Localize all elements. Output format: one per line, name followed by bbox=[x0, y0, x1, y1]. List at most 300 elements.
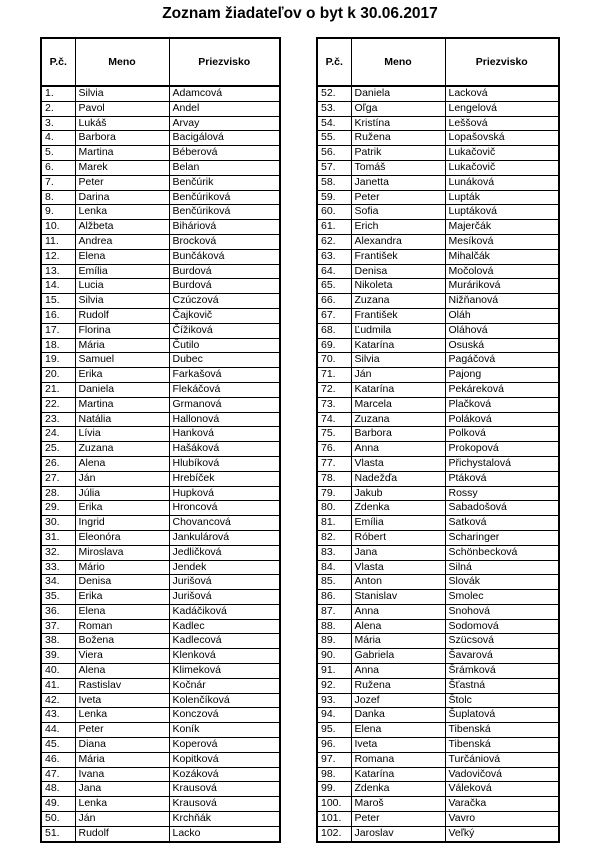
last-name-cell: Šuplatová bbox=[445, 708, 559, 723]
table-row bbox=[41, 338, 280, 353]
row-number: 40. bbox=[41, 664, 75, 679]
table-row bbox=[317, 767, 559, 782]
row-number: 26. bbox=[41, 456, 75, 471]
row-number: 58. bbox=[317, 175, 351, 190]
first-name-cell: Marek bbox=[75, 160, 169, 175]
column-header-number: P.č. bbox=[317, 38, 351, 86]
first-name-cell: Miroslava bbox=[75, 545, 169, 560]
row-number: 102. bbox=[317, 826, 351, 841]
table-row bbox=[41, 826, 280, 841]
table-row bbox=[41, 649, 280, 664]
row-number: 79. bbox=[317, 486, 351, 501]
row-number: 18. bbox=[41, 338, 75, 353]
table-row bbox=[317, 456, 559, 471]
table-row bbox=[41, 486, 280, 501]
last-name-cell: Varačka bbox=[445, 797, 559, 812]
first-name-cell: Róbert bbox=[351, 530, 445, 545]
first-name-cell: Diana bbox=[75, 738, 169, 753]
row-number: 75. bbox=[317, 427, 351, 442]
table-row bbox=[41, 323, 280, 338]
last-name-cell: Vadovičová bbox=[445, 767, 559, 782]
first-name-cell: Zuzana bbox=[351, 294, 445, 309]
last-name-cell: Luptáková bbox=[445, 205, 559, 220]
first-name-cell: Stanislav bbox=[351, 590, 445, 605]
last-name-cell: Mesíková bbox=[445, 234, 559, 249]
first-name-cell: Pavol bbox=[75, 101, 169, 116]
table-row bbox=[41, 456, 280, 471]
table-row bbox=[317, 86, 559, 101]
last-name-cell: Nižňanová bbox=[445, 294, 559, 309]
table-row bbox=[41, 797, 280, 812]
table-row bbox=[317, 220, 559, 235]
row-number: 76. bbox=[317, 442, 351, 457]
column-header-last-name: Priezvisko bbox=[169, 38, 280, 86]
row-number: 55. bbox=[317, 131, 351, 146]
row-number: 48. bbox=[41, 782, 75, 797]
last-name-cell: Lukačovič bbox=[445, 160, 559, 175]
table-row bbox=[317, 353, 559, 368]
last-name-cell: Bunčáková bbox=[169, 249, 280, 264]
table-row bbox=[317, 323, 559, 338]
last-name-cell: Hanková bbox=[169, 427, 280, 442]
first-name-cell: Jakub bbox=[351, 486, 445, 501]
table-row bbox=[41, 664, 280, 679]
row-number: 62. bbox=[317, 234, 351, 249]
last-name-cell: Belan bbox=[169, 160, 280, 175]
first-name-cell: Ján bbox=[351, 368, 445, 383]
row-number: 44. bbox=[41, 723, 75, 738]
table-row bbox=[41, 412, 280, 427]
table-row bbox=[317, 146, 559, 161]
first-name-cell: Peter bbox=[351, 812, 445, 827]
table-row bbox=[41, 516, 280, 531]
last-name-cell: Leššová bbox=[445, 116, 559, 131]
first-name-cell: Silvia bbox=[75, 294, 169, 309]
table-row bbox=[317, 101, 559, 116]
row-number: 28. bbox=[41, 486, 75, 501]
row-number: 81. bbox=[317, 516, 351, 531]
last-name-cell: Flekáčová bbox=[169, 382, 280, 397]
last-name-cell: Kadlec bbox=[169, 619, 280, 634]
first-name-cell: Mário bbox=[75, 560, 169, 575]
first-name-cell: Elena bbox=[75, 604, 169, 619]
row-number: 10. bbox=[41, 220, 75, 235]
first-name-cell: Maroš bbox=[351, 797, 445, 812]
table-row bbox=[41, 738, 280, 753]
first-name-cell: Jozef bbox=[351, 693, 445, 708]
last-name-cell: Močolová bbox=[445, 264, 559, 279]
first-name-cell: Kristína bbox=[351, 116, 445, 131]
table-row bbox=[317, 664, 559, 679]
first-name-cell: Elena bbox=[75, 249, 169, 264]
first-name-cell: Roman bbox=[75, 619, 169, 634]
first-name-cell: Andrea bbox=[75, 234, 169, 249]
table-row bbox=[41, 501, 280, 516]
first-name-cell: Oľga bbox=[351, 101, 445, 116]
page-title: Zoznam žiadateľov o byt k 30.06.2017 bbox=[162, 5, 438, 22]
row-number: 86. bbox=[317, 590, 351, 605]
first-name-cell: Jaroslav bbox=[351, 826, 445, 841]
table-row bbox=[317, 382, 559, 397]
last-name-cell: Szücsová bbox=[445, 634, 559, 649]
last-name-cell: Lukačovič bbox=[445, 146, 559, 161]
row-number: 94. bbox=[317, 708, 351, 723]
table-row bbox=[317, 442, 559, 457]
row-number: 35. bbox=[41, 590, 75, 605]
table-row bbox=[317, 264, 559, 279]
table-row bbox=[317, 234, 559, 249]
column-header-first-name: Meno bbox=[351, 38, 445, 86]
row-number: 24. bbox=[41, 427, 75, 442]
row-number: 49. bbox=[41, 797, 75, 812]
table-row bbox=[41, 234, 280, 249]
row-number: 50. bbox=[41, 812, 75, 827]
first-name-cell: Alžbeta bbox=[75, 220, 169, 235]
table-row bbox=[41, 767, 280, 782]
first-name-cell: Iveta bbox=[351, 738, 445, 753]
last-name-cell: Benčúriková bbox=[169, 205, 280, 220]
last-name-cell: Béberová bbox=[169, 146, 280, 161]
table-row bbox=[317, 131, 559, 146]
last-name-cell: Hallonová bbox=[169, 412, 280, 427]
table-row bbox=[317, 294, 559, 309]
last-name-cell: Tibenská bbox=[445, 723, 559, 738]
table-header-row bbox=[41, 38, 280, 86]
row-number: 30. bbox=[41, 516, 75, 531]
row-number: 8. bbox=[41, 190, 75, 205]
last-name-cell: Farkašová bbox=[169, 368, 280, 383]
first-name-cell: Rudolf bbox=[75, 308, 169, 323]
last-name-cell: Burdová bbox=[169, 264, 280, 279]
table-row bbox=[317, 501, 559, 516]
first-name-cell: Jana bbox=[75, 782, 169, 797]
applicants-table-left bbox=[40, 37, 281, 843]
last-name-cell: Brocková bbox=[169, 234, 280, 249]
table-row bbox=[41, 294, 280, 309]
table-row bbox=[317, 486, 559, 501]
last-name-cell: Hrebíček bbox=[169, 471, 280, 486]
first-name-cell: Katarína bbox=[351, 382, 445, 397]
table-row bbox=[41, 530, 280, 545]
first-name-cell: Peter bbox=[351, 190, 445, 205]
table-body-right bbox=[317, 86, 559, 842]
table-row bbox=[317, 708, 559, 723]
first-name-cell: Natália bbox=[75, 412, 169, 427]
row-number: 64. bbox=[317, 264, 351, 279]
first-name-cell: Marcela bbox=[351, 397, 445, 412]
last-name-cell: Pekáreková bbox=[445, 382, 559, 397]
first-name-cell: Peter bbox=[75, 175, 169, 190]
last-name-cell: Prokopová bbox=[445, 442, 559, 457]
row-number: 68. bbox=[317, 323, 351, 338]
last-name-cell: Klimeková bbox=[169, 664, 280, 679]
first-name-cell: Rastislav bbox=[75, 678, 169, 693]
row-number: 17. bbox=[41, 323, 75, 338]
last-name-cell: Biháriová bbox=[169, 220, 280, 235]
first-name-cell: Florina bbox=[75, 323, 169, 338]
last-name-cell: Jurišová bbox=[169, 575, 280, 590]
table-row bbox=[317, 368, 559, 383]
table-row bbox=[41, 397, 280, 412]
last-name-cell: Hupková bbox=[169, 486, 280, 501]
last-name-cell: Scharinger bbox=[445, 530, 559, 545]
row-number: 54. bbox=[317, 116, 351, 131]
row-number: 38. bbox=[41, 634, 75, 649]
row-number: 93. bbox=[317, 693, 351, 708]
row-number: 45. bbox=[41, 738, 75, 753]
row-number: 88. bbox=[317, 619, 351, 634]
table-row bbox=[317, 619, 559, 634]
first-name-cell: Ľudmila bbox=[351, 323, 445, 338]
table-row bbox=[317, 530, 559, 545]
last-name-cell: Mihalčák bbox=[445, 249, 559, 264]
last-name-cell: Jankulárová bbox=[169, 530, 280, 545]
last-name-cell: Váleková bbox=[445, 782, 559, 797]
first-name-cell: Alena bbox=[351, 619, 445, 634]
last-name-cell: Krausová bbox=[169, 797, 280, 812]
first-name-cell: Nikoleta bbox=[351, 279, 445, 294]
table-row bbox=[41, 678, 280, 693]
last-name-cell: Oláh bbox=[445, 308, 559, 323]
last-name-cell: Kolenčíková bbox=[169, 693, 280, 708]
last-name-cell: Jendek bbox=[169, 560, 280, 575]
last-name-cell: Andel bbox=[169, 101, 280, 116]
row-number: 9. bbox=[41, 205, 75, 220]
row-number: 41. bbox=[41, 678, 75, 693]
row-number: 14. bbox=[41, 279, 75, 294]
first-name-cell: Katarína bbox=[351, 767, 445, 782]
row-number: 89. bbox=[317, 634, 351, 649]
row-number: 16. bbox=[41, 308, 75, 323]
last-name-cell: Šťastná bbox=[445, 678, 559, 693]
last-name-cell: Čížiková bbox=[169, 323, 280, 338]
row-number: 15. bbox=[41, 294, 75, 309]
first-name-cell: Júlia bbox=[75, 486, 169, 501]
last-name-cell: Přichystalová bbox=[445, 456, 559, 471]
first-name-cell: Lenka bbox=[75, 708, 169, 723]
row-number: 7. bbox=[41, 175, 75, 190]
first-name-cell: Ján bbox=[75, 812, 169, 827]
last-name-cell: Plačková bbox=[445, 397, 559, 412]
table-row bbox=[41, 160, 280, 175]
table-row bbox=[41, 353, 280, 368]
table-row bbox=[41, 116, 280, 131]
last-name-cell: Šavarová bbox=[445, 649, 559, 664]
first-name-cell: Rudolf bbox=[75, 826, 169, 841]
table-row bbox=[41, 752, 280, 767]
row-number: 21. bbox=[41, 382, 75, 397]
row-number: 95. bbox=[317, 723, 351, 738]
first-name-cell: Emília bbox=[351, 516, 445, 531]
first-name-cell: Barbora bbox=[75, 131, 169, 146]
table-row bbox=[41, 619, 280, 634]
first-name-cell: Viera bbox=[75, 649, 169, 664]
last-name-cell: Osuská bbox=[445, 338, 559, 353]
row-number: 91. bbox=[317, 664, 351, 679]
row-number: 69. bbox=[317, 338, 351, 353]
table-row bbox=[41, 101, 280, 116]
table-row bbox=[317, 738, 559, 753]
table-row bbox=[317, 812, 559, 827]
last-name-cell: Polková bbox=[445, 427, 559, 442]
last-name-cell: Satková bbox=[445, 516, 559, 531]
last-name-cell: Slovák bbox=[445, 575, 559, 590]
last-name-cell: Schönbecková bbox=[445, 545, 559, 560]
row-number: 74. bbox=[317, 412, 351, 427]
first-name-cell: Barbora bbox=[351, 427, 445, 442]
first-name-cell: Vlasta bbox=[351, 560, 445, 575]
table-row bbox=[41, 382, 280, 397]
row-number: 77. bbox=[317, 456, 351, 471]
column-header-first-name: Meno bbox=[75, 38, 169, 86]
row-number: 67. bbox=[317, 308, 351, 323]
table-row bbox=[41, 693, 280, 708]
table-row bbox=[41, 190, 280, 205]
last-name-cell: Lupták bbox=[445, 190, 559, 205]
row-number: 34. bbox=[41, 575, 75, 590]
table-row bbox=[317, 545, 559, 560]
row-number: 99. bbox=[317, 782, 351, 797]
row-number: 33. bbox=[41, 560, 75, 575]
last-name-cell: Bacigálová bbox=[169, 131, 280, 146]
first-name-cell: František bbox=[351, 308, 445, 323]
row-number: 60. bbox=[317, 205, 351, 220]
last-name-cell: Kozáková bbox=[169, 767, 280, 782]
table-row bbox=[41, 249, 280, 264]
applicants-table-right bbox=[316, 37, 560, 843]
table-row bbox=[317, 279, 559, 294]
last-name-cell: Pagáčová bbox=[445, 353, 559, 368]
row-number: 61. bbox=[317, 220, 351, 235]
row-number: 82. bbox=[317, 530, 351, 545]
row-number: 56. bbox=[317, 146, 351, 161]
last-name-cell: Lengelová bbox=[445, 101, 559, 116]
row-number: 52. bbox=[317, 86, 351, 101]
row-number: 37. bbox=[41, 619, 75, 634]
first-name-cell: Daniela bbox=[351, 86, 445, 101]
row-number: 22. bbox=[41, 397, 75, 412]
table-row bbox=[317, 560, 559, 575]
first-name-cell: Anna bbox=[351, 442, 445, 457]
table-row bbox=[41, 146, 280, 161]
row-number: 59. bbox=[317, 190, 351, 205]
table-row bbox=[41, 175, 280, 190]
last-name-cell: Lunáková bbox=[445, 175, 559, 190]
first-name-cell: Denisa bbox=[75, 575, 169, 590]
last-name-cell: Lacko bbox=[169, 826, 280, 841]
row-number: 53. bbox=[317, 101, 351, 116]
last-name-cell: Kočnár bbox=[169, 678, 280, 693]
row-number: 5. bbox=[41, 146, 75, 161]
last-name-cell: Snohová bbox=[445, 604, 559, 619]
first-name-cell: Zuzana bbox=[351, 412, 445, 427]
table-row bbox=[317, 190, 559, 205]
table-row bbox=[317, 782, 559, 797]
row-number: 12. bbox=[41, 249, 75, 264]
table-row bbox=[317, 116, 559, 131]
last-name-cell: Smolec bbox=[445, 590, 559, 605]
table-row bbox=[317, 575, 559, 590]
last-name-cell: Burdová bbox=[169, 279, 280, 294]
first-name-cell: Iveta bbox=[75, 693, 169, 708]
last-name-cell: Muráriková bbox=[445, 279, 559, 294]
table-row bbox=[41, 604, 280, 619]
row-number: 27. bbox=[41, 471, 75, 486]
table-row bbox=[41, 220, 280, 235]
first-name-cell: Ingrid bbox=[75, 516, 169, 531]
table-row bbox=[317, 678, 559, 693]
table-row bbox=[41, 812, 280, 827]
first-name-cell: Zdenka bbox=[351, 782, 445, 797]
row-number: 3. bbox=[41, 116, 75, 131]
table-header-row bbox=[317, 38, 559, 86]
first-name-cell: Mária bbox=[75, 752, 169, 767]
row-number: 13. bbox=[41, 264, 75, 279]
last-name-cell: Sodomová bbox=[445, 619, 559, 634]
first-name-cell: Vlasta bbox=[351, 456, 445, 471]
last-name-cell: Krausová bbox=[169, 782, 280, 797]
first-name-cell: Janetta bbox=[351, 175, 445, 190]
table-row bbox=[41, 590, 280, 605]
table-row bbox=[317, 826, 559, 841]
first-name-cell: Erika bbox=[75, 590, 169, 605]
first-name-cell: Erika bbox=[75, 501, 169, 516]
row-number: 51. bbox=[41, 826, 75, 841]
row-number: 85. bbox=[317, 575, 351, 590]
row-number: 36. bbox=[41, 604, 75, 619]
table-row bbox=[317, 752, 559, 767]
row-number: 100. bbox=[317, 797, 351, 812]
table-row bbox=[41, 205, 280, 220]
row-number: 96. bbox=[317, 738, 351, 753]
table-body-left bbox=[41, 86, 280, 842]
first-name-cell: František bbox=[351, 249, 445, 264]
column-header-last-name: Priezvisko bbox=[445, 38, 559, 86]
first-name-cell: Lenka bbox=[75, 797, 169, 812]
row-number: 80. bbox=[317, 501, 351, 516]
last-name-cell: Silná bbox=[445, 560, 559, 575]
last-name-cell: Konczová bbox=[169, 708, 280, 723]
first-name-cell: Lívia bbox=[75, 427, 169, 442]
row-number: 47. bbox=[41, 767, 75, 782]
last-name-cell: Oláhová bbox=[445, 323, 559, 338]
table-row bbox=[317, 516, 559, 531]
table-row bbox=[41, 634, 280, 649]
row-number: 78. bbox=[317, 471, 351, 486]
row-number: 25. bbox=[41, 442, 75, 457]
last-name-cell: Chovancová bbox=[169, 516, 280, 531]
table-row bbox=[317, 693, 559, 708]
first-name-cell: Lukáš bbox=[75, 116, 169, 131]
table-row bbox=[317, 160, 559, 175]
last-name-cell: Adamcová bbox=[169, 86, 280, 101]
table-row bbox=[317, 604, 559, 619]
last-name-cell: Klenková bbox=[169, 649, 280, 664]
last-name-cell: Czúczová bbox=[169, 294, 280, 309]
last-name-cell: Koperová bbox=[169, 738, 280, 753]
table-row bbox=[317, 797, 559, 812]
last-name-cell: Tibenská bbox=[445, 738, 559, 753]
first-name-cell: Mária bbox=[75, 338, 169, 353]
last-name-cell: Lopašovská bbox=[445, 131, 559, 146]
first-name-cell: Sofia bbox=[351, 205, 445, 220]
last-name-cell: Grmanová bbox=[169, 397, 280, 412]
first-name-cell: Darina bbox=[75, 190, 169, 205]
row-number: 66. bbox=[317, 294, 351, 309]
row-number: 63. bbox=[317, 249, 351, 264]
first-name-cell: Daniela bbox=[75, 382, 169, 397]
row-number: 39. bbox=[41, 649, 75, 664]
